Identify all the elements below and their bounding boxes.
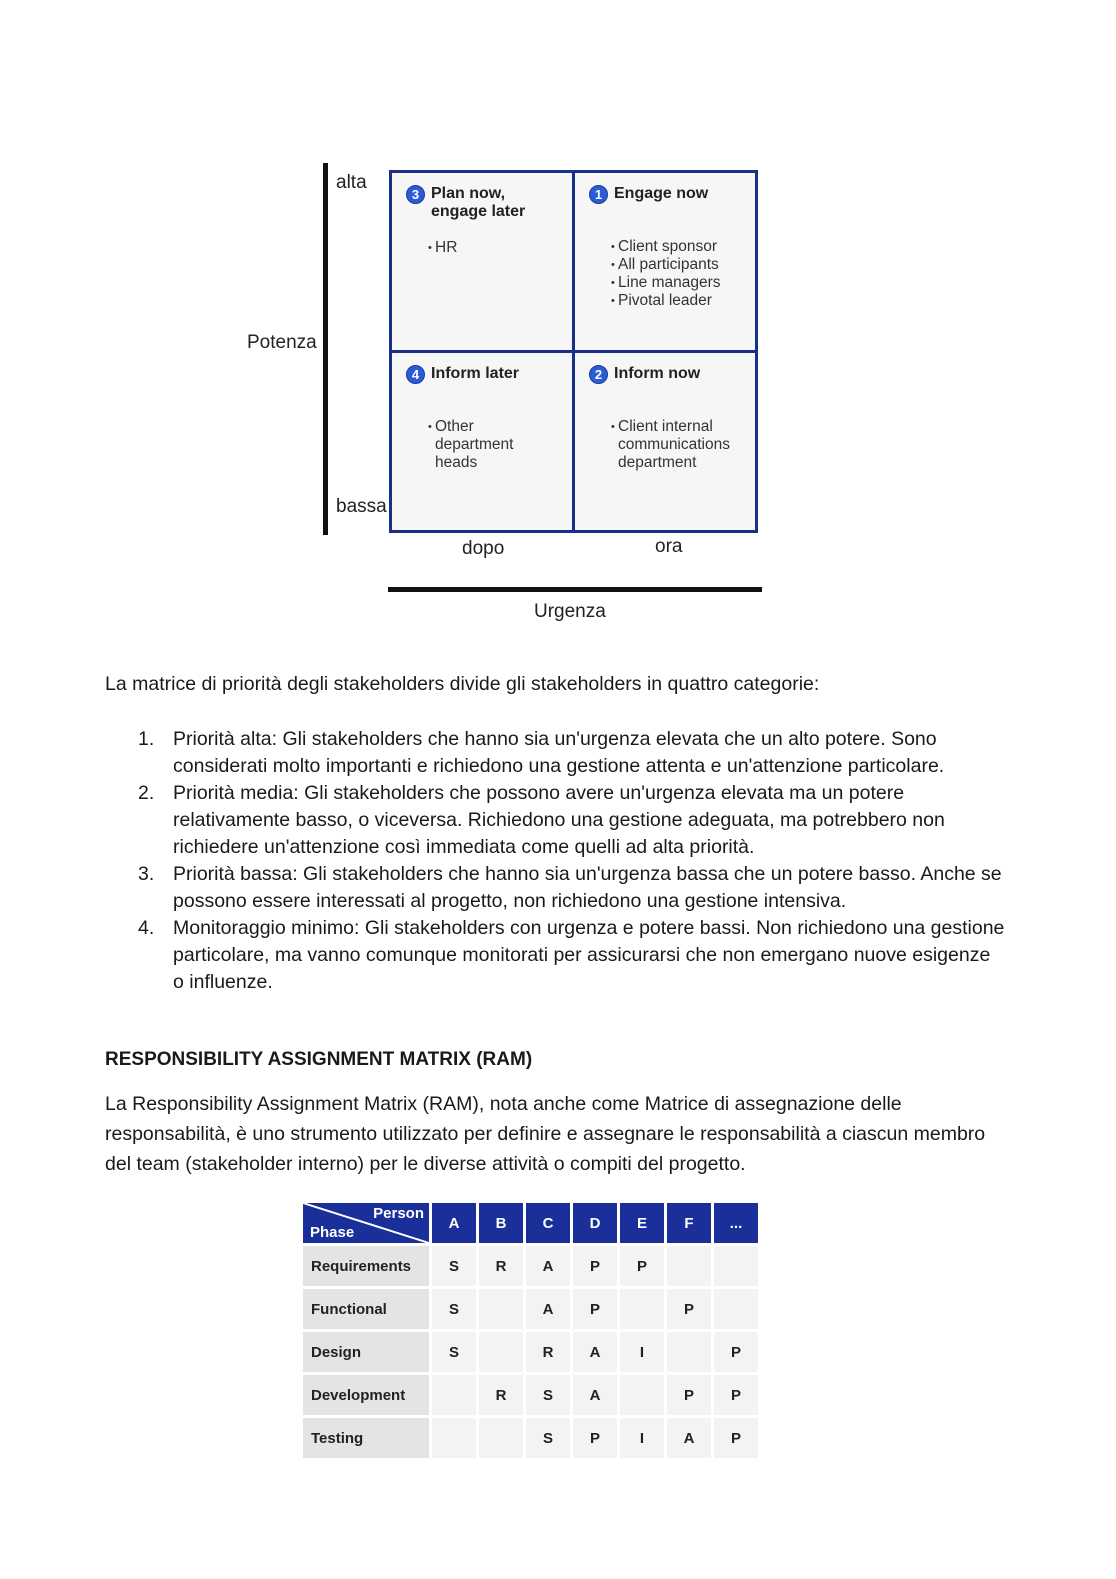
table-row xyxy=(303,1332,758,1372)
list-item: • HR xyxy=(428,239,572,257)
table-cell: P xyxy=(573,1289,617,1329)
person-header: Person xyxy=(373,1205,424,1222)
quadrant-number-badge: 2 xyxy=(589,365,608,384)
power-axis-line xyxy=(323,163,328,535)
list-text: Priorità bassa: Gli stakeholders che hanno sia un'urgenza bassa che un potere basso. Anche se possono essere interessati al progetto, non richiedono una gestione intensiva. xyxy=(173,863,1002,912)
list-text: Monitoraggio minimo: Gli stakeholders con urgenza e potere bassi. Non richiedono una gestione particolare, ma vanno comunque monitorati per assicurarsi che non emergano nuove esigenze o influenze. xyxy=(173,917,1005,993)
quadrant-engage-now xyxy=(575,173,755,350)
column-header: C xyxy=(526,1203,570,1243)
list-item xyxy=(105,915,1005,996)
table-cell xyxy=(667,1332,711,1372)
table-row xyxy=(303,1246,758,1286)
table-cell: S xyxy=(526,1375,570,1415)
phase-cell: Testing xyxy=(303,1418,429,1458)
table-cell: P xyxy=(573,1418,617,1458)
column-header: B xyxy=(479,1203,523,1243)
table-row xyxy=(303,1375,758,1415)
table-cell: P xyxy=(714,1332,758,1372)
list-item xyxy=(105,861,1005,915)
corner-header-cell xyxy=(303,1203,429,1243)
column-header: A xyxy=(432,1203,476,1243)
ram-table xyxy=(300,1200,761,1461)
phase-cell: Functional xyxy=(303,1289,429,1329)
table-cell: R xyxy=(479,1246,523,1286)
table-cell: R xyxy=(526,1332,570,1372)
table-cell: S xyxy=(432,1289,476,1329)
table-cell xyxy=(620,1289,664,1329)
table-cell: P xyxy=(573,1246,617,1286)
table-cell: P xyxy=(620,1246,664,1286)
list-text: Priorità media: Gli stakeholders che possono avere un'urgenza elevata ma un potere relativamente basso, o viceversa. Richiedono una gestione adeguata, ma potrebbero non richiedere un'attenzione così immediata come quelli ad alta priorità. xyxy=(173,782,945,858)
table-row xyxy=(303,1289,758,1329)
table-cell xyxy=(667,1246,711,1286)
table-cell xyxy=(479,1418,523,1458)
priority-list xyxy=(105,726,1005,996)
table-row xyxy=(303,1418,758,1458)
table-cell xyxy=(432,1418,476,1458)
table-cell: P xyxy=(714,1375,758,1415)
power-high-label: alta xyxy=(336,172,367,193)
table-cell: A xyxy=(667,1418,711,1458)
list-item: • Client sponsor xyxy=(611,238,755,256)
quadrant-title: Inform now xyxy=(614,365,701,382)
quadrant-inform-later xyxy=(392,353,572,530)
quadrant-title: Inform later xyxy=(431,365,520,382)
urgency-high-label: ora xyxy=(655,536,683,557)
quadrant-plan-now xyxy=(392,173,572,350)
quadrant-number-badge: 3 xyxy=(406,185,425,204)
phase-header: Phase xyxy=(310,1224,355,1241)
quadrant-number-badge: 4 xyxy=(406,365,425,384)
table-cell: A xyxy=(573,1375,617,1415)
table-cell: I xyxy=(620,1332,664,1372)
table-cell: S xyxy=(432,1246,476,1286)
column-header: D xyxy=(573,1203,617,1243)
table-cell xyxy=(479,1289,523,1329)
power-low-label: bassa xyxy=(336,496,387,517)
list-item: • Pivotal leader xyxy=(611,292,755,310)
table-cell: S xyxy=(526,1418,570,1458)
quadrant-items xyxy=(611,238,755,310)
table-cell: I xyxy=(620,1418,664,1458)
table-cell: A xyxy=(526,1289,570,1329)
table-cell xyxy=(479,1332,523,1372)
table-cell: R xyxy=(479,1375,523,1415)
power-axis-label: Potenza xyxy=(247,332,317,353)
ram-heading: RESPONSIBILITY ASSIGNMENT MATRIX (RAM) xyxy=(105,1049,533,1070)
quadrant-items xyxy=(428,418,572,472)
urgency-axis-label: Urgenza xyxy=(534,601,606,622)
list-text: Priorità alta: Gli stakeholders che hanno sia un'urgenza elevata che un alto potere. Sono considerati molto importanti e richiedono una gestione attenta e un'attenzione particolare. xyxy=(173,728,945,777)
list-item xyxy=(105,726,1005,780)
list-number: 2. xyxy=(138,782,155,804)
table-cell: P xyxy=(667,1289,711,1329)
quadrant-title: Engage now xyxy=(614,185,709,202)
table-cell xyxy=(714,1289,758,1329)
list-item: • Other department heads xyxy=(428,418,572,472)
table-cell xyxy=(620,1375,664,1415)
table-cell xyxy=(714,1246,758,1286)
column-header: E xyxy=(620,1203,664,1243)
table-cell: A xyxy=(526,1246,570,1286)
list-number: 1. xyxy=(138,728,155,750)
list-item: • Line managers xyxy=(611,274,755,292)
quadrant-number-badge: 1 xyxy=(589,185,608,204)
list-item: • Client internal communications department xyxy=(611,418,755,472)
list-number: 4. xyxy=(138,917,155,939)
table-cell xyxy=(432,1375,476,1415)
column-header: F xyxy=(667,1203,711,1243)
table-cell: P xyxy=(667,1375,711,1415)
list-number: 3. xyxy=(138,863,155,885)
column-header: ... xyxy=(714,1203,758,1243)
quadrant-inform-now xyxy=(575,353,755,530)
intro-paragraph: La matrice di priorità degli stakeholders divide gli stakeholders in quattro categorie: xyxy=(105,673,820,695)
quadrant-title: Plan now, engage later xyxy=(431,185,526,220)
phase-cell: Requirements xyxy=(303,1246,429,1286)
table-cell: S xyxy=(432,1332,476,1372)
ram-description: La Responsibility Assignment Matrix (RAM), nota anche come Matrice di assegnazione delle responsabilità, è uno strumento utilizzato per definire e assegnare le responsabilità a ciascun membro del team (stakeholder interno) per le diverse attività o compiti del progetto. xyxy=(105,1093,986,1175)
table-cell: A xyxy=(573,1332,617,1372)
priority-matrix xyxy=(389,170,758,533)
phase-cell: Development xyxy=(303,1375,429,1415)
quadrant-items xyxy=(611,418,755,472)
table-header-row xyxy=(303,1203,758,1243)
urgency-axis-line xyxy=(388,587,762,592)
phase-cell: Design xyxy=(303,1332,429,1372)
list-item xyxy=(105,780,1005,861)
table-cell: P xyxy=(714,1418,758,1458)
list-item: • All participants xyxy=(611,256,755,274)
quadrant-items xyxy=(428,239,572,257)
urgency-low-label: dopo xyxy=(462,538,505,559)
